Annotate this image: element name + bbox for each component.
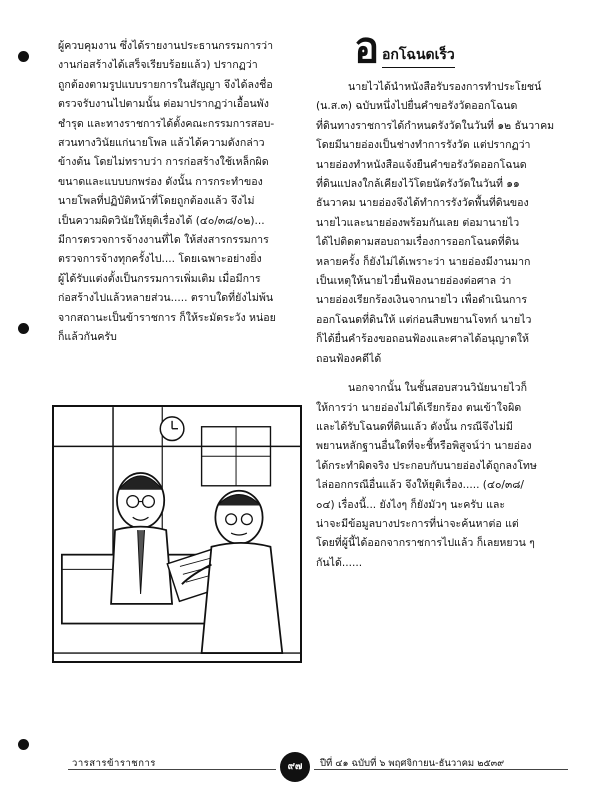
cartoon-drawing xyxy=(54,407,300,661)
text-line: ได้กระทำผิดจริง ประกอบกับนายอ่องได้ถูกลงโทษ xyxy=(316,459,537,472)
text-line: (น.ส.๓) ฉบับหนึ่งไปยื่นคำขอรังวัดออกโฉนด xyxy=(316,100,518,113)
text-line: นอกจากนั้น ในชั้นสอบสวนวินัยนายไวก็ xyxy=(348,382,527,395)
text-line: โดยที่ผู้นี้ได้ออกจากราชการไปแล้ว ก็เลยหยวน ๆ xyxy=(316,537,535,550)
article-title xyxy=(354,23,534,72)
text-line: กันได้...... xyxy=(316,556,363,569)
text-line: มีการตรวจการจ้างงานที่ได ให้ส่งสารกรรมการ xyxy=(58,234,269,247)
text-line: นายอ่องทำหนังสือแจ้งยืนคำขอรังวัดออกโฉนด xyxy=(316,158,527,171)
text-line: ขนาดและแบบบกพร่อง ดังนั้น การกระทำของ xyxy=(58,175,263,188)
text-line: นายไวได้นำหนังสือรับรองการทำประโยชน์ xyxy=(348,81,542,93)
text-line: ก่อสร้างไปแล้วหลายส่วน..... ตราบใดที่ยังไม่พ้น xyxy=(58,292,274,305)
title-text: อกโฉนดเร็ว xyxy=(382,44,455,68)
binder-hole xyxy=(18,739,29,750)
text-line: ตรวจรับงานไปตามนั้น ต่อมาปรากฏว่าเอื้อนพัง xyxy=(58,98,269,111)
text-line: โดยมีนายอ่องเป็นช่างทำการรังวัด แต่ปรากฏว่า xyxy=(316,139,531,152)
text-line: งานก่อสร้างได้เสร็จเรียบร้อยแล้ว) ปรากฏว่า xyxy=(58,59,258,72)
text-line: หลายครั้ง ก็ยังไม่ได้เพราะว่า นายอ่องมีงานมาก xyxy=(316,255,531,268)
binder-hole xyxy=(18,51,29,62)
binder-hole xyxy=(18,323,29,334)
text-line: ข้างต้น โดยไม่ทราบว่า การก่อสร้างใช้เหล็กผิด xyxy=(58,156,269,169)
text-line: ได้ไปติดตามสอบถามเรื่องการออกโฉนดที่ดิน xyxy=(316,236,519,249)
text-line: จากสถานะเป็นข้าราชการ ก็ให้ระมัดระวัง หน่อย xyxy=(58,311,276,324)
text-line: และได้รับโฉนดที่ดินแล้ว ดังนั้น กรณีจึงไม่มี xyxy=(316,420,513,433)
cartoon-illustration xyxy=(52,405,302,663)
text-line: ถูกต้องตามรูปแบบรายการในสัญญา จึงได้ลงชื่อ xyxy=(58,78,273,91)
text-line: เป็นเหตุให้นายไวยื่นฟ้องนายอ่องต่อศาล ว่า xyxy=(316,275,512,288)
page-footer xyxy=(68,752,568,782)
text-line: ออกโฉนดที่ดินให้ แต่ก่อนสืบพยานโจทก์ นายไว xyxy=(316,313,532,326)
text-line: เป็นความผิดวินัยให้ยุติเรื่องได้ (๔๐/๓๘/๐๒)... xyxy=(58,214,265,227)
text-line: ๐๔) เรื่องนี้... ยังไงๆ ก็ยังมัวๆ นะครับ และ xyxy=(316,498,506,511)
text-line: ที่ดินทางราชการได้กำหนดรังวัดในวันที่ ๑๒ ธันวาคม xyxy=(316,119,555,132)
text-line: ให้การว่า นายอ่องไม่ได้เรียกร้อง ตนเข้าใจผิด xyxy=(316,401,522,414)
text-line: ชำรุด และทางราชการได้ตั้งคณะกรรมการสอบ- xyxy=(58,117,275,130)
title-drop-initial: อ xyxy=(354,23,380,72)
text-line: ตรวจการจ้างทุกครั้งไป.... โดยเฉพาะอย่างยิ่ง xyxy=(58,253,262,266)
text-line: นายอ่องเรียกร้องเงินจากนายไว เพื่อดำเนินการ xyxy=(316,294,528,307)
text-line: ผู้ได้รับแต่งตั้งเป็นกรรมการเพิ่มเติม เมื่อมีการ xyxy=(58,272,261,285)
publication-name: วารสารข้าราชการ xyxy=(72,758,156,769)
right-column-text xyxy=(316,78,572,573)
text-line: พยานหลักฐานอื่นใดที่จะชี้หรือพิสูจน์ว่า นายอ่อง xyxy=(316,440,532,453)
text-line: ถอนฟ้องคดีได้ xyxy=(316,352,382,365)
left-column-text xyxy=(58,37,302,348)
text-line: ที่ดินแปลงใกล้เคียงไว้โดยนัดรังวัดในวันที่ ๑๑ xyxy=(316,178,520,191)
text-line: สวนทางวินัยแก่นายโพล แล้วได้ความดังกล่าว xyxy=(58,137,265,150)
text-line: ไล่ออกกรณีอื่นแล้ว จึงให้ยุติเรื่อง..... (๔๐/๓๘/ xyxy=(316,479,524,492)
text-line: นายไวและนายอ่องพร้อมกันเลย ต่อมานายไว xyxy=(316,216,520,229)
text-line: ธันวาคม นายอ่องจึงได้ทำการรังวัดพื้นที่ดินของ xyxy=(316,197,529,210)
text-line: ผู้ควบคุมงาน ซึ่งได้รายงานประธานกรรมการว่า xyxy=(58,40,274,52)
text-line: นายโพลที่ปฏิบัติหน้าที่โดยถูกต้องแล้ว จึงไม่ xyxy=(58,195,255,208)
text-line: ก็แล้วกันครับ xyxy=(58,331,117,344)
issue-info: ปีที่ ๔๑ ฉบับที่ ๖ พฤศจิกายน-ธันวาคม ๒๕๓๙ xyxy=(320,758,505,769)
text-line: น่าจะมีข้อมูลบางประการที่น่าจะค้นหาต่อ แต่ xyxy=(316,517,519,530)
page-number-badge: ๙๗ xyxy=(280,752,310,782)
text-line: ก็ได้ยื่นคำร้องขอถอนฟ้องและศาลได้อนุญาตให้ xyxy=(316,333,529,346)
